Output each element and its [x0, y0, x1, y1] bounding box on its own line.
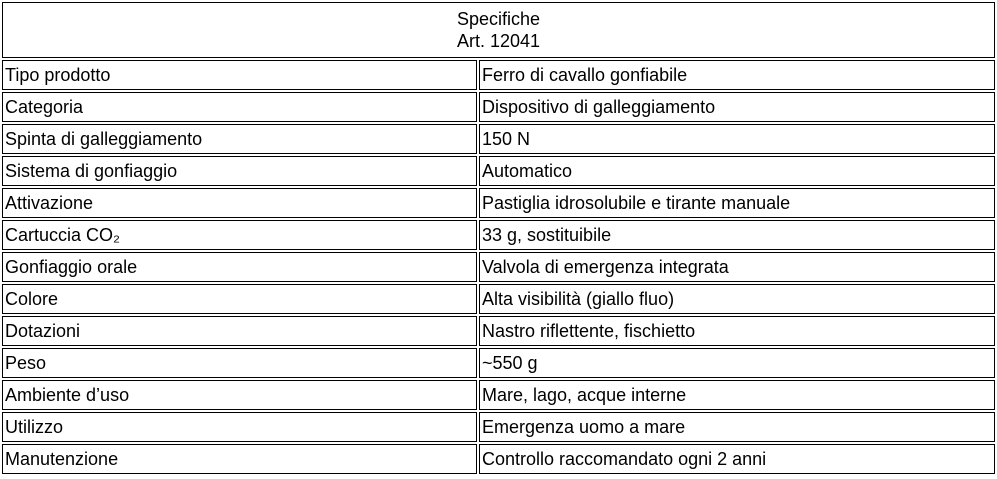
spec-value: Mare, lago, acque interne — [479, 380, 995, 410]
table-row — [2, 412, 995, 442]
spec-value: Valvola di emergenza integrata — [479, 252, 995, 282]
spec-label: Sistema di gonfiaggio — [2, 156, 477, 186]
spec-value: Pastiglia idrosolubile e tirante manuale — [479, 188, 995, 218]
spec-value: Alta visibilità (giallo fluo) — [479, 284, 995, 314]
table-row — [2, 380, 995, 410]
table-row — [2, 444, 995, 474]
spec-value: Dispositivo di galleggiamento — [479, 92, 995, 122]
spec-label: Spinta di galleggiamento — [2, 124, 477, 154]
spec-label: Gonfiaggio orale — [2, 252, 477, 282]
table-row — [2, 220, 995, 250]
table-row — [2, 60, 995, 90]
spec-label: Tipo prodotto — [2, 60, 477, 90]
spec-value: Automatico — [479, 156, 995, 186]
spec-value: 150 N — [479, 124, 995, 154]
table-title: Specifiche — [456, 9, 541, 29]
spec-label: Dotazioni — [2, 316, 477, 346]
spec-label: Manutenzione — [2, 444, 477, 474]
spec-value: 33 g, sostituibile — [479, 220, 995, 250]
spec-label: Peso — [2, 348, 477, 378]
spec-label: Attivazione — [2, 188, 477, 218]
spec-value: Controllo raccomandato ogni 2 anni — [479, 444, 995, 474]
table-row — [2, 156, 995, 186]
spec-value: Emergenza uomo a mare — [479, 412, 995, 442]
spec-label: Categoria — [2, 92, 477, 122]
spec-label: Cartuccia CO₂ — [2, 220, 477, 250]
table-header — [2, 2, 995, 58]
spec-value: ~550 g — [479, 348, 995, 378]
table-row — [2, 252, 995, 282]
table-row — [2, 188, 995, 218]
spec-value: Ferro di cavallo gonfiabile — [479, 60, 995, 90]
spec-label: Utilizzo — [2, 412, 477, 442]
table-row — [2, 316, 995, 346]
table-row — [2, 124, 995, 154]
spec-label: Ambiente d’uso — [2, 380, 477, 410]
spec-value: Nastro riflettente, fischietto — [479, 316, 995, 346]
spec-label: Colore — [2, 284, 477, 314]
table-row — [2, 348, 995, 378]
table-header-row — [2, 2, 995, 58]
table-row — [2, 284, 995, 314]
article-number: Art. 12041 — [456, 31, 541, 51]
table-row — [2, 92, 995, 122]
